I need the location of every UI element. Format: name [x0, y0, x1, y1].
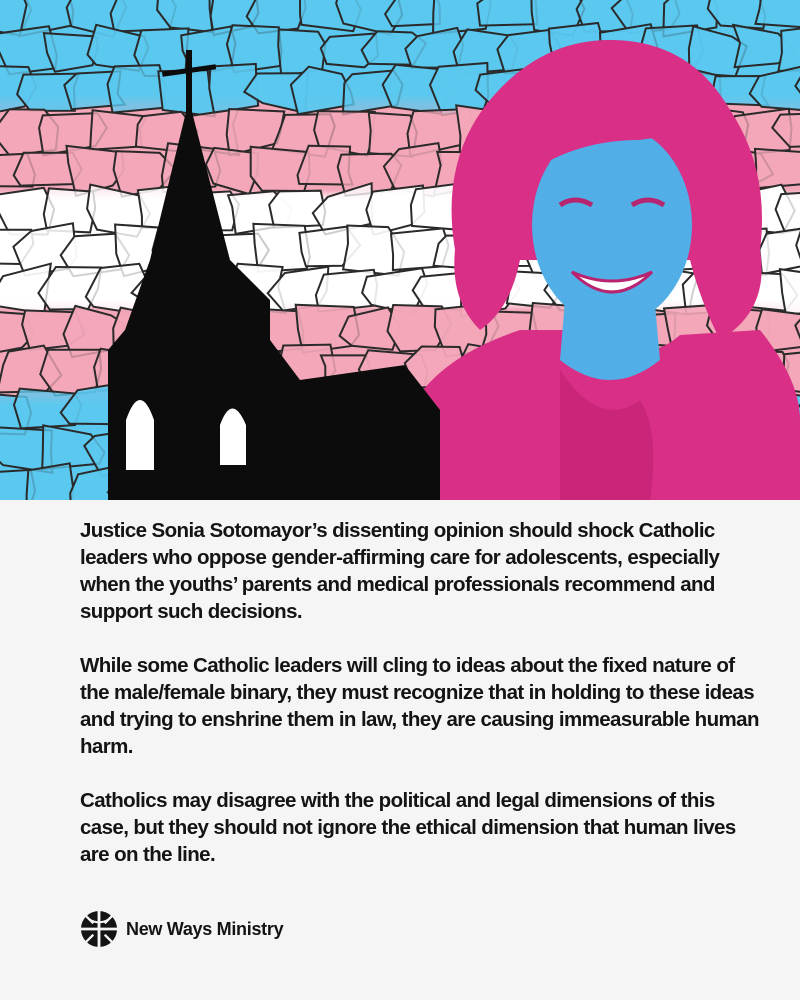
glass-cell — [755, 149, 800, 188]
article-text — [80, 517, 760, 895]
glass-cell — [27, 463, 74, 500]
paragraph-2: While some Catholic leaders will cling to ideas about the fixed nature of the male/female binary, they must recognize that in holding to these ideas and trying to enshrine them in law, they are causing immeasurable human harm. — [80, 654, 759, 758]
new-ways-ministry-logo-icon — [80, 910, 118, 948]
glass-cell — [385, 0, 440, 26]
paragraph-3: Catholics may disagree with the political and legal dimensions of this case, but they should not ignore the ethical dimension that human lives are on the line. — [80, 789, 736, 866]
glass-cell — [477, 0, 537, 26]
paragraph-1: Justice Sonia Sotomayor’s dissenting opinion should shock Catholic leaders who oppose gender-affirming care for adolescents, especially when the youths’ parents and medical professionals recommend and support such decisions. — [80, 519, 720, 623]
glass-cell — [759, 229, 800, 275]
glass-cell — [755, 0, 800, 28]
brand-name: New Ways Ministry — [126, 918, 284, 939]
glass-cell — [778, 25, 800, 71]
brand-footer[interactable] — [80, 910, 283, 948]
glass-cell — [108, 65, 166, 113]
